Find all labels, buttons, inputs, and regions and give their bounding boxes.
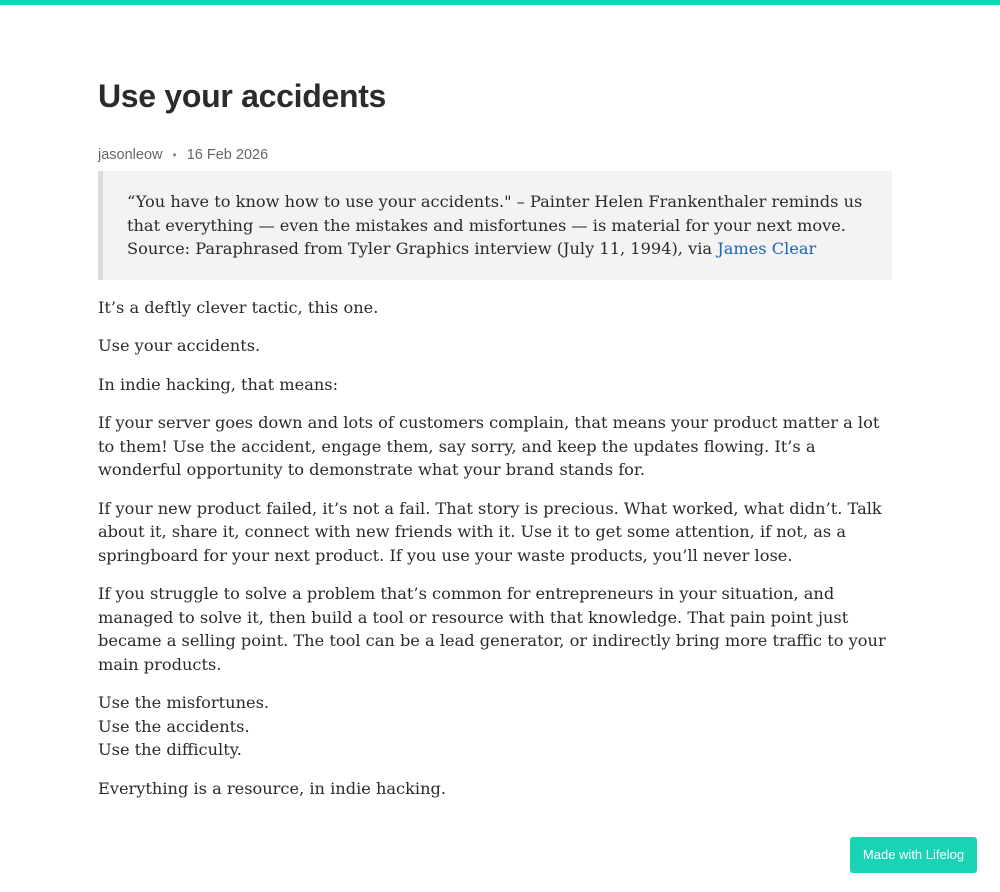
author-link[interactable]: jasonleow: [98, 147, 163, 163]
post-title: Use your accidents: [98, 78, 387, 114]
line: Use the difficulty.: [98, 740, 242, 759]
blockquote: [98, 171, 892, 280]
quote-text: “You have to know how to use your accidents." – Painter Helen Frankenthaler reminds us that everything — even the mistakes and misfortunes — is material for your next move. Source: Paraphrased from Tyler Graphics interview (July 11, 1994), via: [127, 192, 863, 258]
article: [98, 0, 892, 800]
closing-paragraph: Everything is a resource, in indie hacking.: [98, 778, 447, 798]
line: Use the misfortunes.: [98, 693, 270, 712]
paragraph: It’s a deftly clever tactic, this one.: [98, 297, 379, 317]
post-meta: [98, 145, 892, 165]
paragraph: If you struggle to solve a problem that’s common for entrepreneurs in your situation, and managed to solve it, then build a tool or resource with that knowledge. That pain point just became a selling point. The tool can be a lead generator, or indirectly bring more traffic to your main products.: [98, 584, 886, 674]
james-clear-link[interactable]: James Clear: [717, 239, 817, 258]
paragraph: If your new product failed, it’s not a fail. That story is precious. What worked, what didn’t. Talk about it, share it, connect with new friends with it. Use it to get some attention, if not, as a springboard for your next product. If you use your waste products, you’ll never lose.: [98, 498, 882, 565]
paragraph: In indie hacking, that means:: [98, 374, 339, 394]
line: Use the accidents.: [98, 716, 250, 736]
post-body: [98, 296, 892, 801]
meta-separator: •: [172, 148, 177, 162]
paragraph: Use your accidents.: [98, 336, 261, 355]
made-with-lifelog-button[interactable]: Made with Lifelog: [850, 837, 977, 873]
post-date: 16 Feb 2026: [186, 147, 269, 163]
paragraph: If your server goes down and lots of customers complain, that means your product matter a lot to them! Use the accident, engage them, say sorry, and keep the updates flowing. It’s a wonderful opportunity to demonstrate what your brand stands for.: [98, 413, 880, 479]
line-group: [98, 691, 892, 762]
